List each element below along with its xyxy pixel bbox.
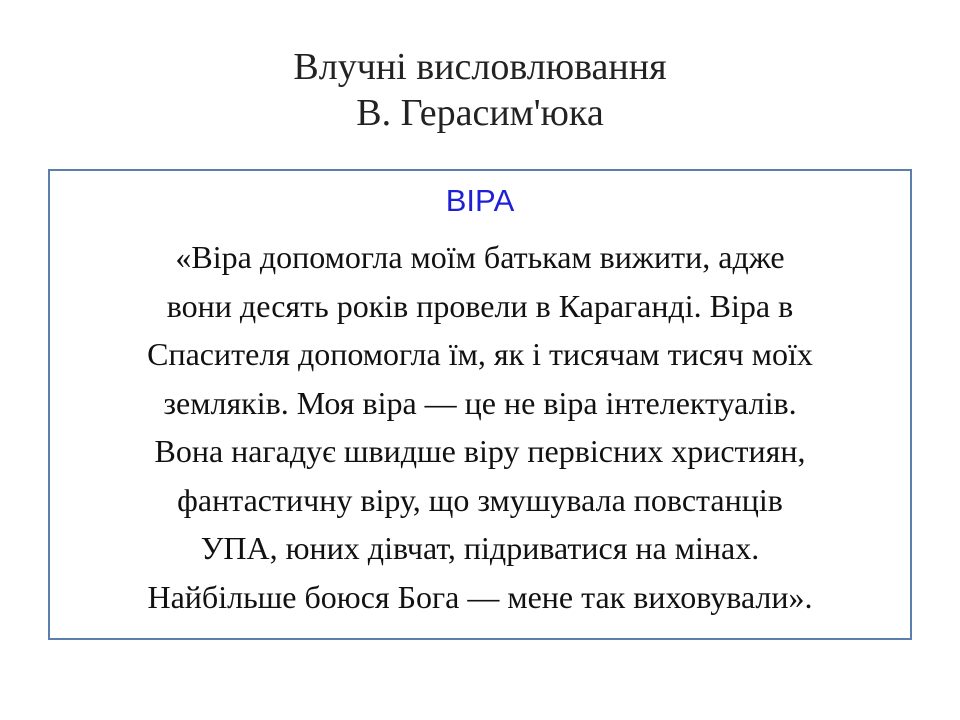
quote-box [48, 169, 912, 640]
slide-title-line-1: Влучні висловлювання [293, 46, 667, 88]
quote-text [60, 233, 900, 621]
quote-heading: ВІРА [445, 183, 515, 218]
quote-line: Спасителя допомогла їм, як і тисячам тисяч моїх [147, 336, 813, 372]
quote-line: земляків. Моя віра — це не віра інтелектуалів. [163, 384, 797, 421]
quote-line: «Віра допомогла моїм батькам вижити, адже [175, 239, 785, 275]
quote-line: Найбільше боюся Бога — мене так виховували». [147, 578, 813, 615]
slide-title-line-2: В. Герасим'юка [356, 92, 604, 134]
slide-title [0, 44, 960, 136]
quote-line: фантастичну віру, що змушувала повстанців [177, 481, 783, 518]
quote-line: Вона нагадує швидше віру первісних християн, [154, 433, 806, 469]
quote-line: вони десять років провели в Караганді. Віра в [166, 287, 794, 324]
quote-line: УПА, юних дівчат, підриватися на мінах. [200, 530, 760, 566]
